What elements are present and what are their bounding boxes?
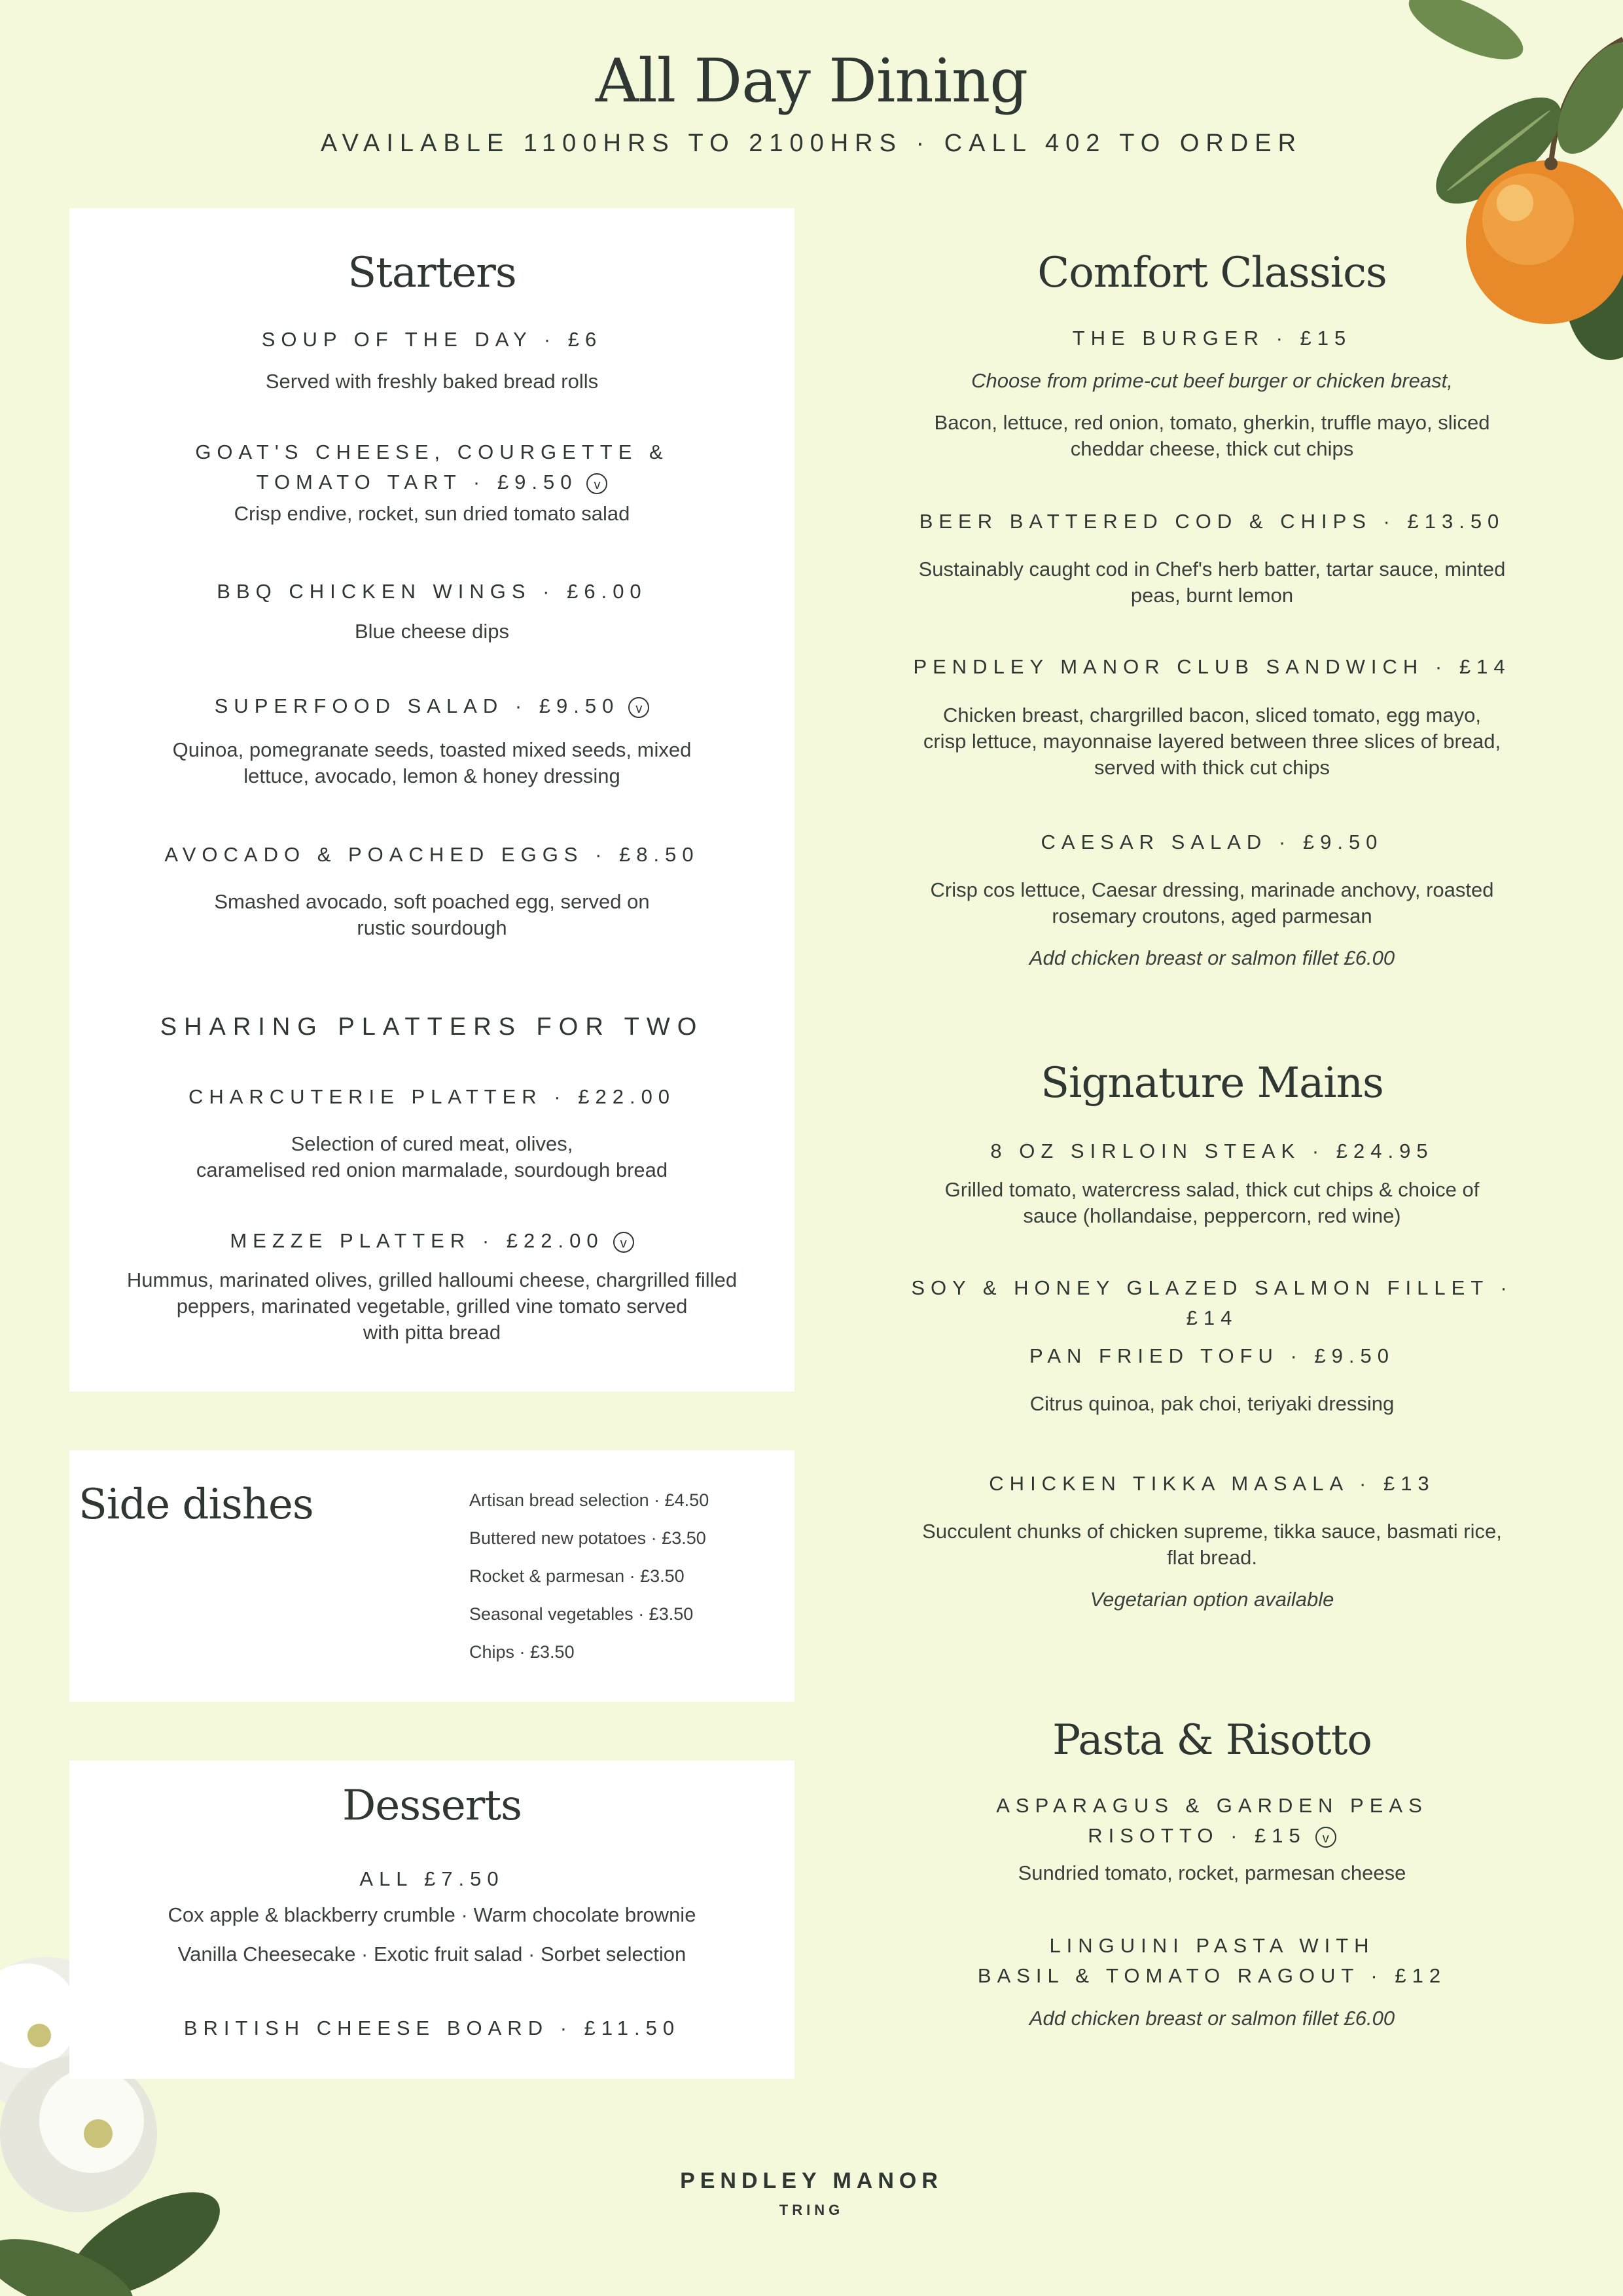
vegetarian-icon: v [613,1232,634,1253]
starters-panel [69,208,794,1391]
mains-desc: Succulent chunks of chicken supreme, tikka sauce, basmati rice, [922,1520,1502,1543]
side-item: Artisan bread selection · £4.50 [469,1490,709,1510]
cheese-board: BRITISH CHEESE BOARD · £11.50 [183,2017,681,2039]
starter-desc: Smashed avocado, soft poached egg, served on [214,890,650,913]
sharing-desc: caramelised red onion marmalade, sourdough bread [196,1158,668,1181]
sharing-desc: Hummus, marinated olives, grilled halloumi cheese, chargrilled filled [126,1268,738,1291]
mains-desc: Grilled tomato, watercress salad, thick cut chips & choice of [944,1178,1480,1201]
starter-desc: Crisp endive, rocket, sun dried tomato salad [234,502,630,525]
starter-name: SOUP OF THE DAY · £6 [261,328,603,351]
vegetarian-icon: v [628,697,649,718]
comfort-desc: crisp lettuce, mayonnaise layered between three slices of bread, [923,730,1501,753]
pasta-name: BASIL & TOMATO RAGOUT · £12 [977,1964,1447,1987]
sides-title: Side dishes [79,1480,313,1529]
comfort-note: Add chicken breast or salmon fillet £6.00 [1029,946,1395,969]
mains-desc: sauce (hollandaise, peppercorn, red wine) [1023,1204,1401,1227]
mains-title: Signature Mains [1041,1059,1383,1107]
footer-location: TRING [779,2202,844,2218]
comfort-desc: rosemary croutons, aged parmesan [1052,905,1372,927]
starter-name-with-veg: SUPERFOOD SALAD · £9.50 v [69,691,794,721]
sharing-name-with-veg: MEZZE PLATTER · £22.00 v [69,1226,794,1256]
starter-name: BBQ CHICKEN WINGS · £6.00 [217,580,647,603]
right-column [885,208,1539,2093]
starter-name-line2: TOMATO TART · £9.50 v [69,467,794,497]
page-subtitle: AVAILABLE 1100HRS TO 2100HRS · CALL 402 TO ORDER [320,130,1303,157]
comfort-desc: served with thick cut chips [1094,756,1330,779]
starter-desc: Blue cheese dips [354,620,510,643]
desserts-title: Desserts [342,1782,522,1830]
starter-name: GOAT'S CHEESE, COURGETTE & [195,440,669,463]
comfort-desc: Chicken breast, chargrilled bacon, sliced tomato, egg mayo, [943,704,1481,726]
comfort-desc: Bacon, lettuce, red onion, tomato, gherkin, truffle mayo, sliced [934,411,1490,434]
vegetarian-icon: v [1315,1827,1336,1848]
dessert-list: Cox apple & blackberry crumble · Warm chocolate brownie [168,1903,696,1926]
sharing-desc: peppers, marinated vegetable, grilled vine tomato served [176,1295,688,1318]
starter-desc: Served with freshly baked bread rolls [265,370,599,393]
comfort-name: CAESAR SALAD · £9.50 [1041,831,1383,853]
comfort-desc: Sustainably caught cod in Chef's herb batter, tartar sauce, minted [918,558,1506,581]
pasta-note: Add chicken breast or salmon fillet £6.00 [1029,2007,1395,2030]
desserts-all-price: ALL £7.50 [359,1867,505,1890]
side-item: Buttered new potatoes · £3.50 [469,1528,706,1548]
comfort-note: Choose from prime-cut beef burger or chicken breast, [971,369,1453,392]
mains-desc: flat bread. [1167,1546,1257,1569]
mains-name: SOY & HONEY GLAZED SALMON FILLET · £14 [911,1276,1513,1329]
comfort-name: PENDLEY MANOR CLUB SANDWICH · £14 [913,655,1511,678]
side-item: Rocket & parmesan · £3.50 [469,1566,685,1586]
mains-name: 8 OZ SIRLOIN STEAK · £24.95 [990,1139,1434,1162]
starters-title: Starters [348,249,516,297]
page-title: All Day Dining [595,46,1028,116]
comfort-title: Comfort Classics [1037,249,1387,297]
starter-desc: Quinoa, pomegranate seeds, toasted mixed seeds, mixed [172,738,692,761]
pasta-title: Pasta & Risotto [1052,1716,1372,1765]
sharing-desc: with pitta bread [363,1321,501,1344]
vegetarian-icon: v [586,473,607,494]
mains-name: CHICKEN TIKKA MASALA · £13 [989,1472,1435,1495]
footer-brand: PENDLEY MANOR [680,2168,943,2193]
pasta-name: ASPARAGUS & GARDEN PEAS [996,1794,1428,1817]
side-item: Seasonal vegetables · £3.50 [469,1604,694,1624]
pasta-desc: Sundried tomato, rocket, parmesan cheese [1018,1861,1406,1884]
dessert-list: Vanilla Cheesecake · Exotic fruit salad · Sorbet selection [177,1943,687,1965]
mains-desc: Citrus quinoa, pak choi, teriyaki dressing [1029,1392,1395,1415]
comfort-desc: peas, burnt lemon [1130,584,1294,607]
mains-name: PAN FRIED TOFU · £9.50 [1029,1344,1395,1367]
starter-name: AVOCADO & POACHED EGGS · £8.50 [164,843,700,866]
sharing-desc: Selection of cured meat, olives, [291,1132,573,1155]
mains-note: Vegetarian option available [1090,1588,1334,1611]
starter-desc: lettuce, avocado, lemon & honey dressing [243,764,620,787]
pasta-name-line2: RISOTTO · £15 v [885,1821,1539,1851]
pasta-name: LINGUINI PASTA WITH [1049,1934,1375,1957]
comfort-desc: Crisp cos lettuce, Caesar dressing, marinade anchovy, roasted [930,878,1494,901]
comfort-name: THE BURGER · £15 [1072,327,1352,350]
sharing-title: SHARING PLATTERS FOR TWO [160,1013,704,1041]
sharing-name: CHARCUTERIE PLATTER · £22.00 [188,1085,676,1108]
comfort-desc: cheddar cheese, thick cut chips [1070,437,1354,460]
comfort-name: BEER BATTERED COD & CHIPS · £13.50 [919,510,1505,533]
starter-desc: rustic sourdough [357,916,507,939]
side-item: Chips · £3.50 [469,1642,575,1662]
